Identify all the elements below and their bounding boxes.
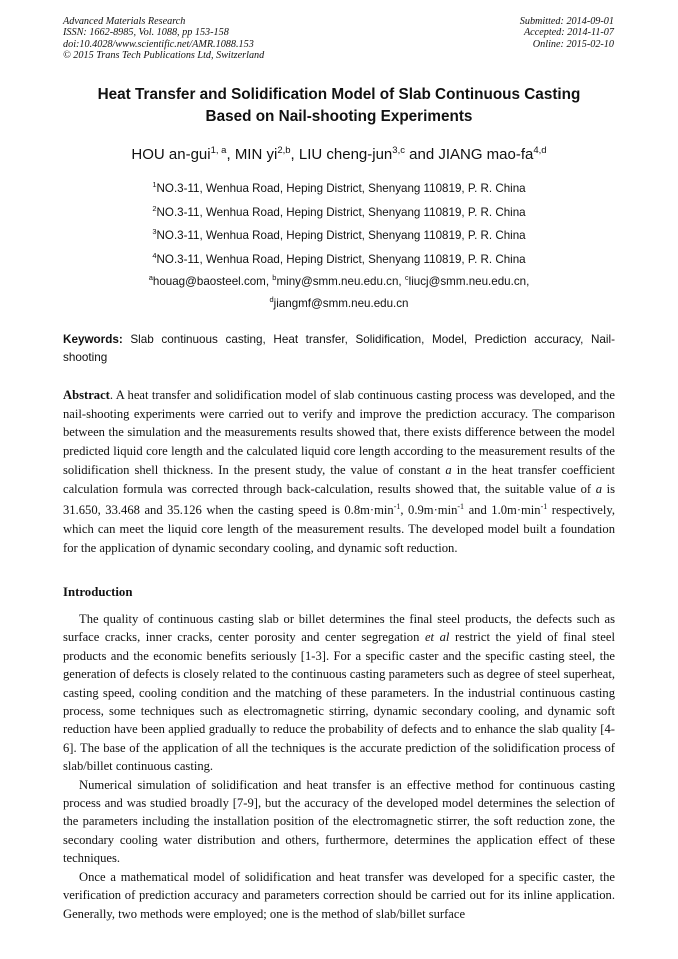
email-link[interactable]: liucj@smm.neu.edu.cn, xyxy=(408,275,530,289)
affiliation xyxy=(63,175,615,199)
author-emails xyxy=(63,269,615,313)
abstract-text: . A heat transfer and solidification model of slab continuous casting process was developed, and the nail-shooting experiments were carried out to verify and improve the prediction accuracy. The comparison between the simulation and the measurements results showed that, there exists difference between the model predicted liquid core length and the calculated liquid core length according to the measurement results of the solidification shell thickness. In the present study, the value of constant xyxy=(63,388,615,477)
email-link[interactable]: jiangmf@smm.neu.edu.cn xyxy=(273,297,409,311)
author-superscript: 4,d xyxy=(533,145,547,156)
affiliation xyxy=(63,222,615,246)
affiliation-text: NO.3-11, Wenhua Road, Heping District, Shenyang 110819, P. R. China xyxy=(156,181,526,195)
author-superscript: 3,c xyxy=(392,145,405,156)
affiliation-text: NO.3-11, Wenhua Road, Heping District, Shenyang 110819, P. R. China xyxy=(156,205,526,219)
dates-header xyxy=(520,16,614,50)
affiliation xyxy=(63,246,615,270)
abstract-text: is 31.650, 33.468 and 35.126 when the casting speed is 0.8m·min xyxy=(63,481,615,518)
journal-name: Advanced Materials Research xyxy=(63,16,186,27)
affiliation-text: NO.3-11, Wenhua Road, Heping District, Shenyang 110819, P. R. China xyxy=(156,252,526,266)
email-superscript: a xyxy=(148,273,153,283)
paragraph-text: The quality of continuous casting slab or billet determines the final steel products, the defects such as surface cracks, inner cracks, center porosity and center segregation xyxy=(63,612,615,645)
journal-doi: doi:10.4028/www.scientific.net/AMR.1088.153 xyxy=(63,38,254,50)
affiliations xyxy=(63,175,615,313)
author-superscript: 1, a xyxy=(210,145,227,156)
affiliation-text: NO.3-11, Wenhua Road, Heping District, Shenyang 110819, P. R. China xyxy=(156,229,526,243)
submitted-date: Submitted: 2014-09-01 xyxy=(519,16,614,27)
abstract-text: respectively, which can meet the liquid core length of the measurement results. The developed model built a foundation for the application of dynamic secondary cooling, and dynamic soft reduction. xyxy=(63,503,615,555)
email-superscript: c xyxy=(404,273,409,283)
accepted-date: Accepted: 2014-11-07 xyxy=(523,27,614,39)
abstract-text: , 0.9m·min xyxy=(400,503,458,518)
abstract-variable: a xyxy=(445,462,452,477)
author-name: LIU cheng-jun xyxy=(298,146,393,163)
journal-header xyxy=(63,16,264,62)
paragraph xyxy=(63,610,615,776)
abstract-superscript: -1 xyxy=(540,502,548,512)
online-date: Online: 2015-02-10 xyxy=(532,38,614,50)
journal-copyright: © 2015 Trans Tech Publications Ltd, Switzerland xyxy=(63,50,265,62)
author-list xyxy=(63,141,615,165)
paper-title xyxy=(63,84,615,128)
affiliation-number: 1 xyxy=(152,180,157,189)
title-line-2: Based on Nail-shooting Experiments xyxy=(205,108,473,125)
abstract-superscript: -1 xyxy=(457,502,465,512)
title-line-1: Heat Transfer and Solidification Model of Slab Continuous Casting xyxy=(97,86,581,103)
abstract-label: Abstract xyxy=(63,388,110,402)
affiliation-number: 4 xyxy=(152,250,157,260)
email-superscript: b xyxy=(272,273,277,283)
paragraph: Numerical simulation of solidification and heat transfer is an effective method for continuous casting process and was studied broadly [7-9], but the accuracy of the developed model determines the selection of the parameters including the installation position of the electromagnetic stirrer, the soft reduction zone, the secondary cooling water distribution and others, furthermore, determines the application effect of these techniques. xyxy=(63,777,615,866)
keywords-label: Keywords: xyxy=(63,333,123,346)
author-separator: and xyxy=(404,146,439,163)
author-separator: , xyxy=(290,146,299,163)
paragraph: Once a mathematical model of solidification and heat transfer was developed for a specific caster, the verification of prediction accuracy and parameters correction should be carried out for its inline application. Generally, two methods were employed; one is the method of slab/billet surface xyxy=(63,869,615,921)
paragraph-text: restrict the yield of final steel products and the economic benefits seriously [1-3]. For a specific caster and the specific casting steel, the generation of defects is closely related to the continuous casting parameters such as degree of steel superheat, casting speed, cooling condition and the matching of these parameters. In the industrial continuous casting process, some techniques such as electromagnetic stirring, dynamic secondary cooling, and dynamic soft reduction have been applied gradually to reduce the probability of defects and to enhance the slab quality [4-6]. The base of the application of all the techniques is the accurate prediction of the solidification process of slab/billet continuous casting. xyxy=(63,630,615,774)
author-separator: , xyxy=(226,146,235,163)
email-superscript: d xyxy=(269,295,274,305)
affiliation xyxy=(63,199,615,223)
abstract-text: in the heat transfer coefficient calculation formula was corrected through back-calculation, results showed that, the suitable value of xyxy=(63,462,616,496)
author-name: JIANG mao-fa xyxy=(438,146,534,163)
abstract xyxy=(63,386,615,558)
et-al: et al xyxy=(424,630,450,645)
introduction-body xyxy=(63,610,615,923)
abstract-variable: a xyxy=(595,481,602,496)
email-link[interactable]: houag@baosteel.com, xyxy=(152,275,273,289)
author-name: HOU an-gui xyxy=(131,146,211,163)
abstract-superscript: -1 xyxy=(393,502,401,512)
email-link[interactable]: miny@smm.neu.edu.cn, xyxy=(276,275,405,289)
affiliation-number: 3 xyxy=(152,227,157,237)
keywords xyxy=(63,331,615,368)
introduction-heading: Introduction xyxy=(63,585,133,599)
keywords-text: Slab continuous casting, Heat transfer, Solidification, Model, Prediction accuracy, Nail-shooting xyxy=(63,333,615,365)
abstract-text: and 1.0m·min xyxy=(464,503,541,518)
author-name: MIN yi xyxy=(234,146,278,163)
author-superscript: 2,b xyxy=(277,145,291,156)
journal-issn: ISSN: 1662-8985, Vol. 1088, pp 153-158 xyxy=(63,27,229,39)
affiliation-number: 2 xyxy=(152,203,157,213)
